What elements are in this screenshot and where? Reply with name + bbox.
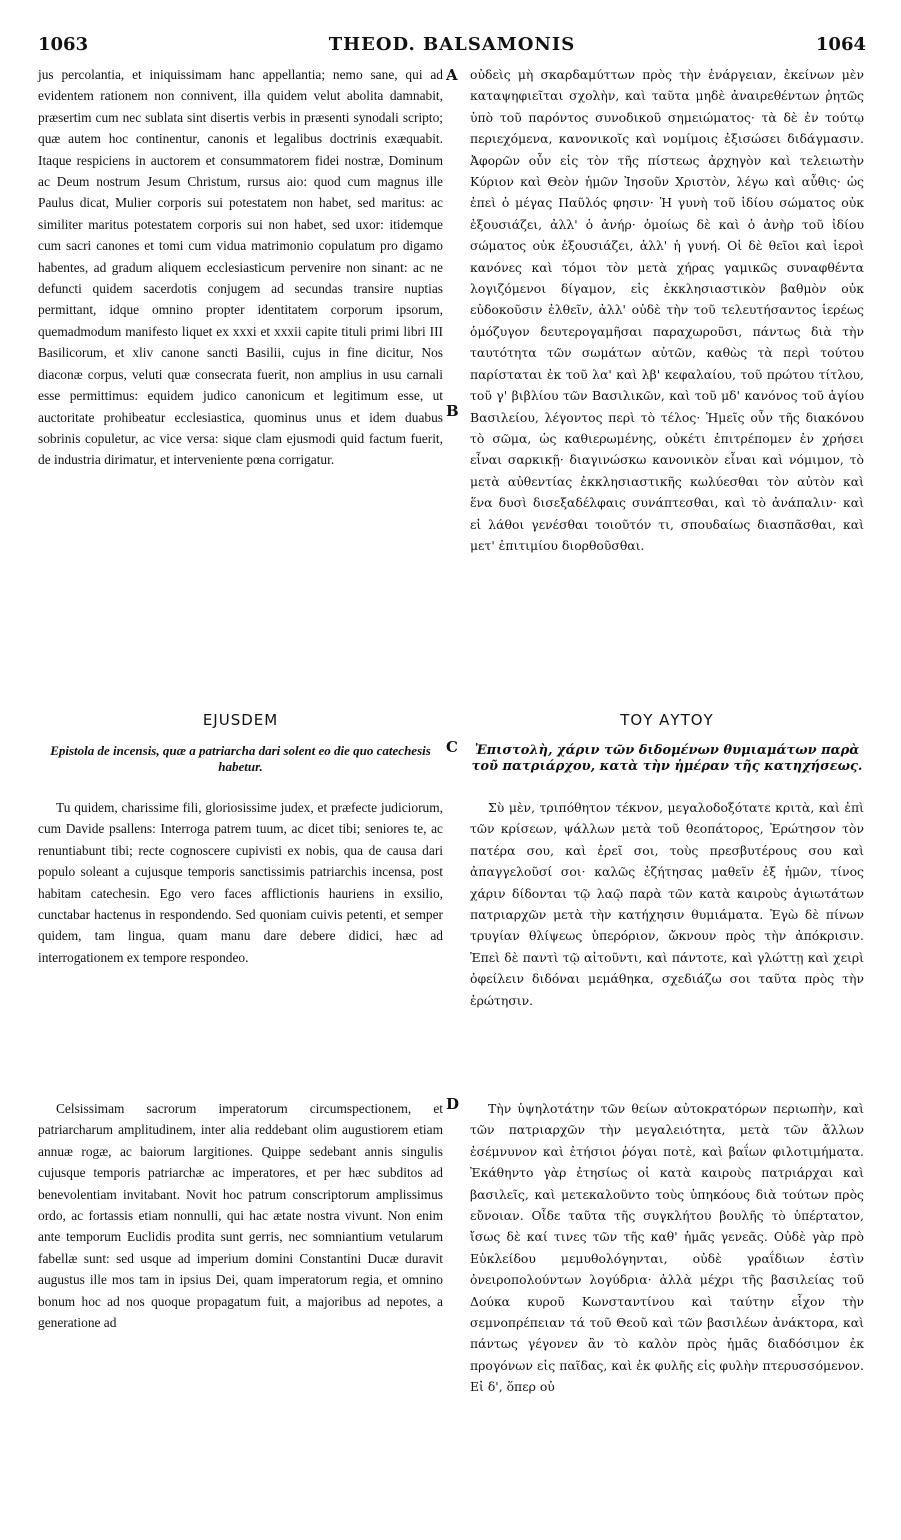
margin-marker-d: D <box>446 1095 460 1113</box>
left-page-number: 1063 <box>38 34 89 55</box>
latin-paragraph-2: Tu quidem, charissime fili, gloriosissime judex, et præfecte judiciorum, cum Davide psallens: Interroga patrem tuum, ac dicet tibi; seniores te, ac renuntiabunt tibi; recte cognoscere cupivisti ex nobis, qua de causa dari populo soleant a cujusque temporis sanctissimis patriarchis incensa, post habitam catechesin. Ego vero faces afflictionis hauriens in exsilio, cunctabar hactenus in respondendo. Sed quoniam cuivis petenti, et semper quidem, tam lingua, quam manu dare debere didici, hæc ad interrogationem ex tempore respondeo. <box>38 800 443 965</box>
running-title: THEOD. BALSAMONIS <box>328 34 576 55</box>
greek-section-title: ΤΟΥ ΑΥΤΟΥ <box>620 711 714 729</box>
latin-section-title: EJUSDEM <box>202 711 279 729</box>
margin-marker-a: A <box>446 66 458 84</box>
greek-paragraph-2: Σὺ μὲν, τριπόθητον τέκνον, μεγαλοδοξότατε κριτὰ, καὶ ἐπὶ τῶν κρίσεων, ψάλλων μετὰ τοῦ θεοπάτορος, Ἐρώτησον τὸν πατέρα σου, καὶ ἐρεῖ σοι, τοὺς πρεσβυτέρους σου καὶ ἀπαγγελοῦσί σοι· καλῶς ἐζήτησας μαθεῖν ἐξ ἡμῶν, τίνος χάριν δίδονται τῷ λαῷ παρὰ τῶν κατὰ καιροὺς ἁγιωτάτων πατριαρχῶν μετὰ τὴν κατήχησιν θυμιάματα. Ἐγὼ δὲ πίνων τρυγίαν θλίψεως ὑπερόριον, ὤκνουν πρὸς τὴν ἀπόκρισιν. Ἐπεὶ δὲ παντὶ τῷ αἰτοῦντι, καὶ πάντοτε, καὶ γλώττῃ καὶ χειρὶ ὀφείλειν διδόναι μεμάθηκα, σχεδιάζω σοι ταῦτα πρὸς τὴν ἐρώτησιν. <box>470 800 864 1008</box>
greek-section-subtitle: Ἐπιστολὴ, χάριν τῶν διδομένων θυμιαμάτων παρὰ τοῦ πατριάρχου, κατὰ τὴν ἡμέραν τῆς κατηχήσεως. <box>471 743 863 774</box>
right-page-number: 1064 <box>815 34 866 55</box>
greek-paragraph-1: οὐδεὶς μὴ σκαρδαμύττων πρὸς τὴν ἐνάργειαν, ἐκείνων μὲν καταψηφιεῖται σχολὴν, καὶ ταῦτα μηδὲ ἀναιρεθέντων ῥητῶς ὑπὸ τοῦ παρόντος συνοδικοῦ σημειώματος· τὰ δὲ ἐν τούτῳ περιεχόμενα, κανονικοῖς καὶ νομίμοις ἐξισώσει διδάγμασιν. Ἀφορῶν οὖν εἰς τὸν τῆς πίστεως ἀρχηγὸν καὶ τελειωτὴν Κύριον καὶ Θεὸν ἡμῶν Ἰησοῦν Χριστὸν, λέγω καὶ αὖθις· ὡς ἐπεὶ ὁ μέγας Παῦλός φησιν· Ἡ γυνὴ τοῦ ἰδίου σώματος οὐκ ἐξουσιάζει, ἀλλ' ὁ ἀνήρ· ὁμοίως δὲ καὶ ὁ ἀνὴρ τοῦ ἰδίου σώματος οὐκ ἐξουσιάζει, ἀλλ' ἡ γυνή. Οἱ δὲ θεῖοι καὶ ἱεροὶ κανόνες καὶ τόμοι τὸν μετὰ χήρας γαμικῶς συναφθέντα λογιζόμενοι δίγαμον, εἰς ἐκκλησιαστικὸν βαθμὸν οὐκ εὐδοκοῦσιν ἐλθεῖν, ἀλλ' οὐδὲ τὴν τοῦ τελευτήσαντος ἱερέως ὁμόζυγον δευτερογαμῆσαι παραχωροῦσι, πάντως διὰ τὴν ταυτότητα τῶν σωμάτων αὐτῶν, καθὼς τὰ περὶ τούτου παρίσταται ἐκ τοῦ λα' καὶ λβ' κεφαλαίου, τοῦ πρώτου τίτλου, τοῦ γ' βιβλίου τῶν Βασιλικῶν, καὶ τοῦ μδ' κανόνος τοῦ ἁγίου Βασιλείου, λέγοντος περὶ τὸ τέλος· Ἡμεῖς οὖν τῆς διακόνου τὸ σῶμα, ὡς καθιερωμένης, οὐκέτι ἐπιτρέπομεν ἐν χρήσει εἶναι σαρκικῇ· διαγινώσκω κανονικὸν εἶναι καὶ νόμιμον, τὸ μετὰ αὐθεντίας ἐκκλησιαστικῆς κωλύεσθαι τὸν αὐτὸν καὶ ἕνα δυσὶ δισεξαδέλφαις συνάπτεσθαι, καὶ τὸ ἀνάπαλιν· καὶ εἰ λάθοι γενέσθαι τοιοῦτόν τι, σπουδαίως διασπᾶσθαι, καὶ μετ' ἐπιτιμίου διορθοῦσθαι. <box>470 67 864 553</box>
greek-paragraph-3: Τὴν ὑψηλοτάτην τῶν θείων αὐτοκρατόρων περιωπὴν, καὶ τῶν πατριαρχῶν τὴν μεγαλειότητα, μετὰ τῶν ἄλλων ἐσέμνυνον καὶ ἐτήσιοι ῥόγαι ποτὲ, καὶ βαΐων φιλοτιμήματα. Ἐκάθηντο γὰρ ἐτησίως οἱ κατὰ καιροὺς πατριάρχαι καὶ βασιλεῖς, καὶ μετεκαλοῦντο τοὺς ὑπηκόους διὰ τούτων πρὸς εὔνοιαν. Οἶδε ταῦτα τῆς συγκλήτου βουλῆς τὸ ὑπέρτατον, ἴσως δὲ καί τινες τῶν τῆς καθ' ἡμᾶς γενεᾶς. Οὐδὲ γὰρ πρὸ Εὐκλείδου μεμυθολόγηνται, οὐδὲ γραΐδιων ἐστὶν ὀνειροπολούντων λογύδρια· ἀλλὰ μέχρι τῆς βασιλείας τοῦ Δούκα κυροῦ Κωνσταντίνου καὶ ταύτην εἶχον τὴν σεμνοπρέπειαν τά τοῦ Θεοῦ καὶ τῶν βασιλέων ἀνάκτορα, καὶ πάντως γέγονεν ἂν τὸ καλὸν πρὸς ἡμᾶς διαδόσιμον ἐκ προγόνων εἰς παῖδας, καὶ ἐκ φυλῆς εἰς φυλὴν πτερυσσόμενον. Εἰ δ', ὅπερ οὐ <box>470 1101 864 1395</box>
margin-marker-b: B <box>446 402 459 420</box>
latin-column <box>38 64 443 471</box>
running-header <box>38 34 866 58</box>
margin-marker-c: C <box>446 738 458 756</box>
latin-paragraph-3: Celsissimam sacrorum imperatorum circumspectionem, et patriarcharum amplitudinem, inter alia reddebant olim augustiorem etiam annuæ rogæ, ac baiorum largitiones. Quippe sedebant annis singulis cujusque temporis patriarchæ ac imperatores, et per hæc subditos ad benevolentiam invitabant. Novit hoc patrum conscriptorum amplissimus ordo, ac fortassis etiam nonnulli, qui hac ætate nostra vivunt. Non enim ante temporum Euclidis prodita sunt gerris, nec somniantium vetularum fabellæ sunt: sed usque ad imperium domini Constantini Ducæ duravit augustus ille mos tam in ipsius Dei, quam imperatorum regia, et omnino bonum hoc ad nos quoque propagatum fuit, a majoribus ad nepotes, a generatione ad <box>38 1101 443 1331</box>
greek-column <box>470 64 864 556</box>
latin-section-subtitle: Epistola de incensis, quæ a patriarcha dari solent eo die quo catechesis habetur. <box>50 743 431 774</box>
latin-paragraph-1: jus percolantia, et iniquissimam hanc appellantia; nemo sane, qui ad evidentem rationem non connivent, illa quidem velut abolita damnabit, præsertim cum nec sublata sint disertis verbis in præsenti synodali scripto; quæ autem hoc continentur, canonis et legalibus doctrinis exæquabit. Itaque respiciens in auctorem et consummatorem fidei nostræ, Dominum ac Deum nostrum Jesum Christum, rursus aio: quod cum magnus ille Paulus dicat, Mulier corporis sui potestatem non habet, sed maritus: ac similiter maritus potestatem corporis sui non habet, sed uxor: itidemque cum sacri canones et tomi cum vidua matrimonio copulatum pro digamo habentes, ad gradum aliquem ecclesiasticum pervenire non sinant: ac ne defuncti quidem sacerdotis conjugem ad secundas transire nuptias permittant, idque omnino propter identitatem corporum ipsorum, quemadmodum manifesto liquet ex xxxi et xxxii capite tituli primi libri III Basilicorum, et xliv canone sancti Basilii, cujus in fine dicitur, Nos diaconæ corpus, veluti quæ consecrata fuerit, non amplius in usu carnali esse permittimus: equidem judico canonicum et legitimum esse, ut auctoritate prohibeatur ecclesiastica, quominus unus et idem duabus sobrinis copuletur, ac vice versa: sique clam ejusmodi quid factum fuerit, de industria dirimatur, et interveniente pœna corrigatur. <box>38 67 443 468</box>
